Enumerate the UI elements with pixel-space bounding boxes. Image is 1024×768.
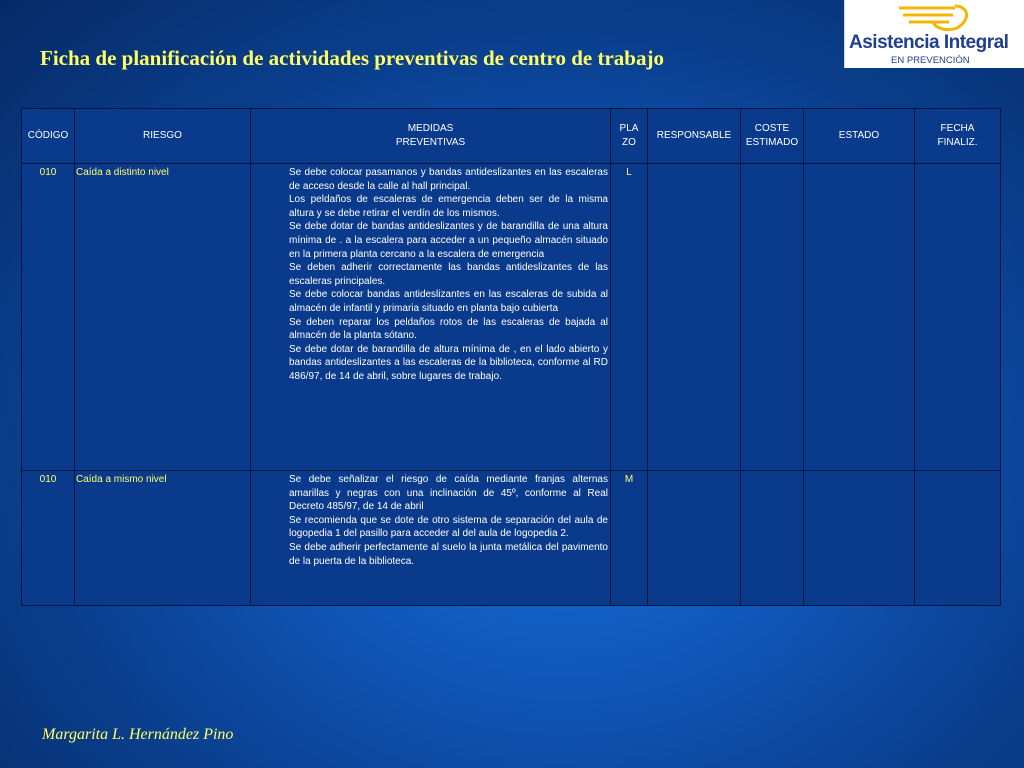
measure-text: Se deben adherir correctamente las bandas antideslizantes de las escaleras principales.: [289, 262, 608, 287]
header-risk: RIESGO: [75, 109, 251, 164]
measure-item: [255, 261, 608, 288]
measure-item: [255, 220, 608, 261]
author-name: Margarita L. Hernández Pino: [42, 726, 234, 743]
row-cost-cell: [741, 164, 804, 471]
row-code-cell: 010: [22, 471, 75, 606]
header-end-date: [915, 109, 1001, 164]
measure-item: [255, 166, 608, 193]
header-cost-line2: ESTIMADO: [745, 137, 799, 148]
row-responsible-cell: [648, 471, 741, 606]
row-status-cell: [804, 164, 915, 471]
header-responsible: RESPONSABLE: [648, 109, 741, 164]
measure-item: [255, 193, 608, 220]
measure-text: Se debe colocar pasamanos y bandas antideslizantes en las escaleras de acceso desde la calle al hall principal.: [289, 167, 608, 192]
measure-item: [255, 288, 608, 315]
measure-text: Los peldaños de escaleras de emergencia deben ser de la misma altura y se debe retirar el verdín de los mismos.: [289, 194, 608, 219]
winged-logo-icon: [895, 2, 975, 32]
header-code: CÓDIGO: [22, 109, 75, 164]
row-end-date-cell: [915, 471, 1001, 606]
row-plazo-cell: M: [611, 471, 648, 606]
header-status: ESTADO: [804, 109, 915, 164]
table-row: [22, 471, 1001, 606]
row-plazo-cell: L: [611, 164, 648, 471]
row-status-cell: [804, 471, 915, 606]
row-risk-cell: Caída a distinto nivel: [75, 164, 251, 471]
row-code-cell: 010: [22, 164, 75, 471]
measure-item: [255, 514, 608, 541]
header-measures-line2: PREVENTIVAS: [395, 137, 466, 148]
company-logo: [844, 0, 1024, 68]
table-header-row: [22, 109, 1001, 164]
measure-item: [255, 541, 608, 568]
measure-item: [255, 343, 608, 384]
measure-text: Se debe dotar de bandas antideslizantes y de barandilla de una altura mínima de . a la escalera para acceder a un pequeño almacén situado en la primera planta cercano a la escalera de emergencia: [289, 221, 608, 260]
row-measures-cell: [251, 471, 611, 606]
logo-tagline: EN PREVENCIÓN: [891, 55, 970, 66]
row-responsible-cell: [648, 164, 741, 471]
header-plazo-line2: ZO: [622, 137, 636, 148]
measure-item: [255, 316, 608, 343]
row-risk-cell: Caída a mismo nivel: [75, 471, 251, 606]
row-cost-cell: [741, 471, 804, 606]
table-row: [22, 164, 1001, 471]
header-measures: [251, 109, 611, 164]
header-end-line2: FINALIZ.: [937, 137, 978, 148]
measure-text: Se debe dotar de barandilla de altura mínima de , en el lado abierto y bandas antideslizantes a las escaleras de la biblioteca, conforme al RD 486/97, de 14 de abril, sobre lugares de trabajo.: [289, 343, 608, 382]
planning-table: [21, 108, 1001, 606]
header-cost: [741, 109, 804, 164]
measure-text: Se recomienda que se dote de otro sistema de separación del aula de logopedia 1 del pasillo para acceder al del aula de logopedia 2.: [289, 514, 608, 540]
logo-name: Asistencia Integral: [849, 32, 1009, 53]
header-cost-line1: COSTE: [754, 123, 790, 135]
row-end-date-cell: [915, 164, 1001, 471]
header-plazo: [611, 109, 648, 164]
header-end-line1: FECHA: [940, 123, 975, 135]
measure-item: [255, 473, 608, 514]
row-measures-cell: [251, 164, 611, 471]
slide-title: Ficha de planificación de actividades preventivas de centro de trabajo: [40, 46, 664, 70]
measure-text: Se debe señalizar el riesgo de caída mediante franjas alternas amarillas y negras con una inclinación de 45º, conforme al Real Decreto 485/97, de 14 de abril: [289, 474, 608, 513]
header-measures-line1: MEDIDAS: [407, 123, 454, 135]
measure-text: Se debe colocar bandas antideslizantes en las escaleras de subida al almacén de infantil y primaria situado en planta bajo cubierta: [289, 289, 608, 314]
measure-text: Se debe adherir perfectamente al suelo la junta metálica del pavimento de la puerta de la biblioteca.: [289, 541, 608, 567]
header-plazo-line1: PLA: [619, 123, 639, 135]
measure-text: Se deben reparar los peldaños rotos de las escaleras de bajada al almacén de la planta sótano.: [289, 316, 608, 342]
